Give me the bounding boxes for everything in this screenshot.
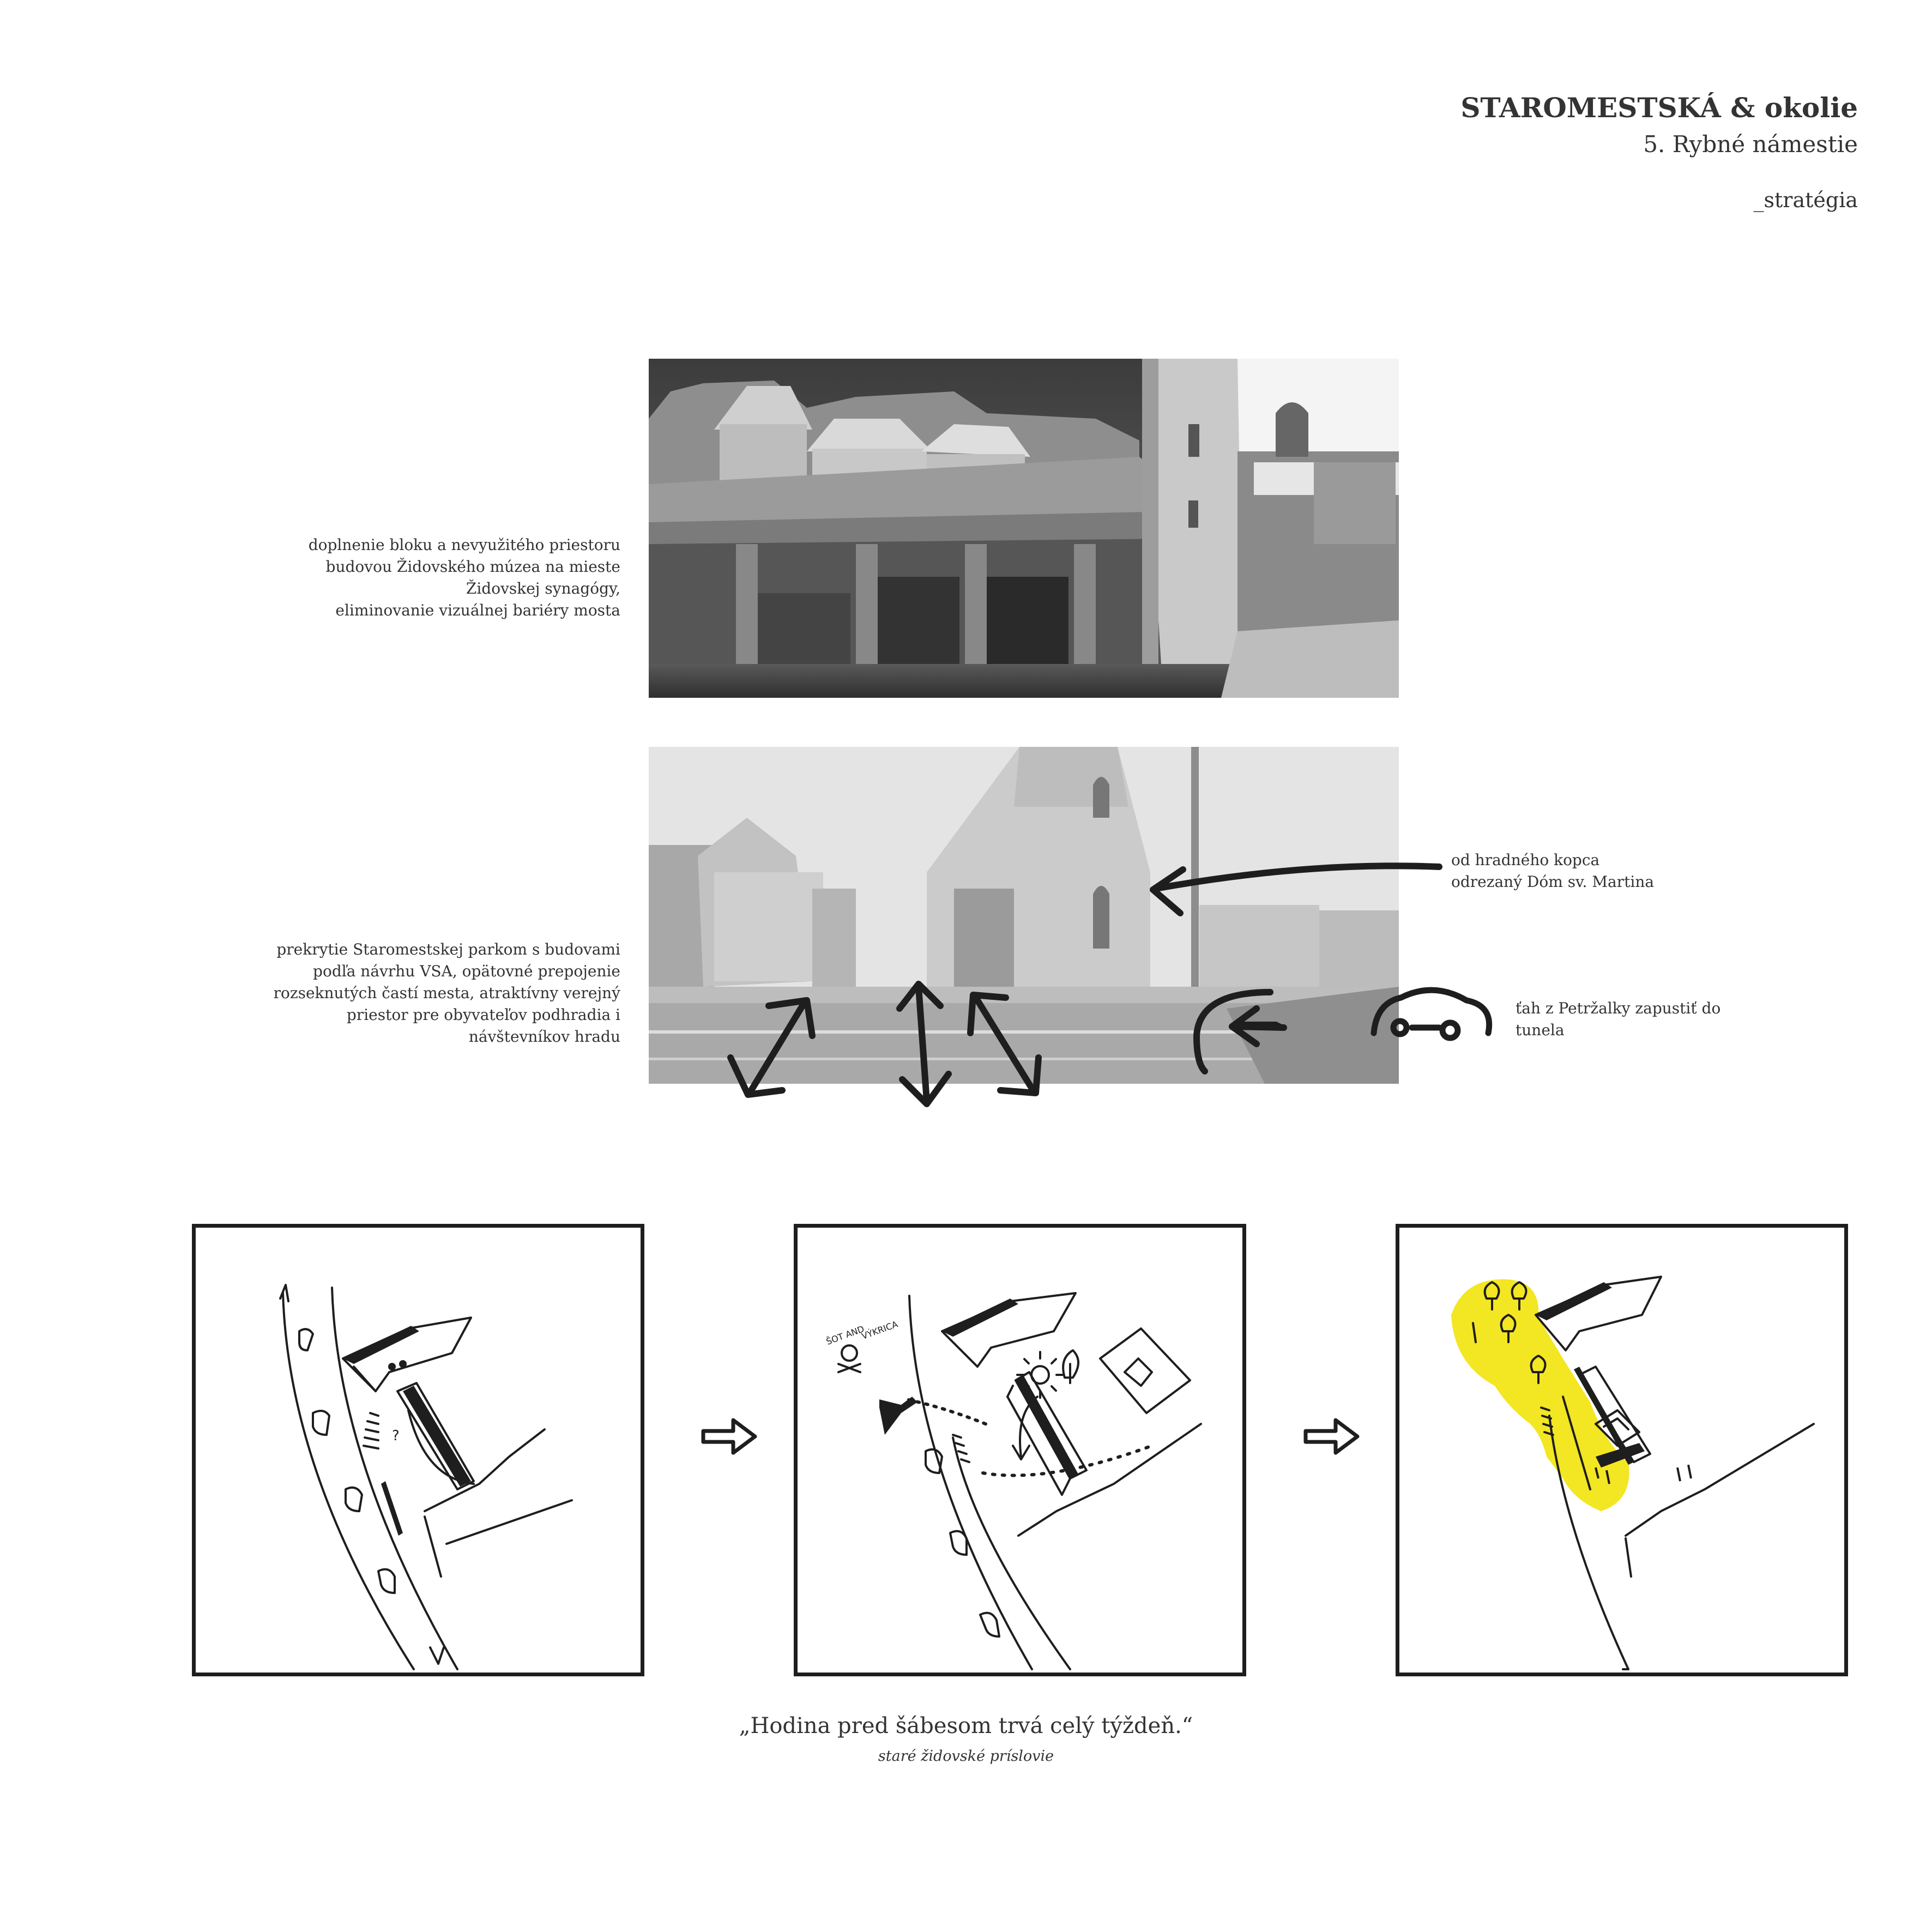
car-icon <box>1374 990 1489 1038</box>
page-title: STAROMESTSKÁ & okolie <box>1460 92 1858 124</box>
svg-text:VÝKRICA: VÝKRICA <box>860 1319 899 1342</box>
arrow-right-icon <box>701 1417 760 1456</box>
arrow-right-icon <box>1303 1417 1363 1456</box>
quote-text: „Hodina pred šábesom trvá celý týždeň.“ <box>739 1713 1193 1738</box>
note-line: eliminovanie vizuálnej bariéry mosta <box>335 601 620 619</box>
section-label: _stratégia <box>1753 188 1858 212</box>
sketch-panel-proposal <box>1396 1224 1848 1676</box>
note-castle-view <box>1451 849 1778 893</box>
sketch-panel-existing <box>192 1224 644 1676</box>
note-line: ťah z Petržalky zapustiť do <box>1516 999 1721 1017</box>
note-line: návštevníkov hradu <box>468 1028 620 1046</box>
note-line: podľa návrhu VSA, opätovné prepojenie <box>313 962 620 980</box>
note-line: budovou Židovského múzea na mieste <box>325 558 620 576</box>
note-line: odrezaný Dóm sv. Martina <box>1451 873 1655 891</box>
svg-text:ŠOT AND: ŠOT AND <box>824 1323 866 1347</box>
note-line: prekrytie Staromestskej parkom s budovami <box>276 940 620 958</box>
page-subtitle: 5. Rybné námestie <box>1643 131 1858 158</box>
sketch-panel-analysis <box>794 1224 1246 1676</box>
photo-bridge-tower <box>649 359 1399 698</box>
quote-source: staré židovské príslovie <box>878 1748 1054 1765</box>
svg-text:?: ? <box>392 1428 400 1444</box>
note-tunnel <box>1516 998 1788 1041</box>
note-line: tunela <box>1516 1021 1565 1039</box>
arrows-overlay <box>709 818 1581 1123</box>
note-park-cover <box>206 939 620 1048</box>
note-line: Židovskej synagógy, <box>466 579 620 597</box>
note-line: od hradného kopca <box>1451 851 1600 869</box>
note-block-infill <box>239 534 620 621</box>
note-line: rozseknutých častí mesta, atraktívny verejný <box>273 984 620 1002</box>
note-line: doplnenie bloku a nevyužitého priestoru <box>308 536 620 554</box>
note-line: priestor pre obyvateľov podhradia i <box>346 1006 620 1024</box>
